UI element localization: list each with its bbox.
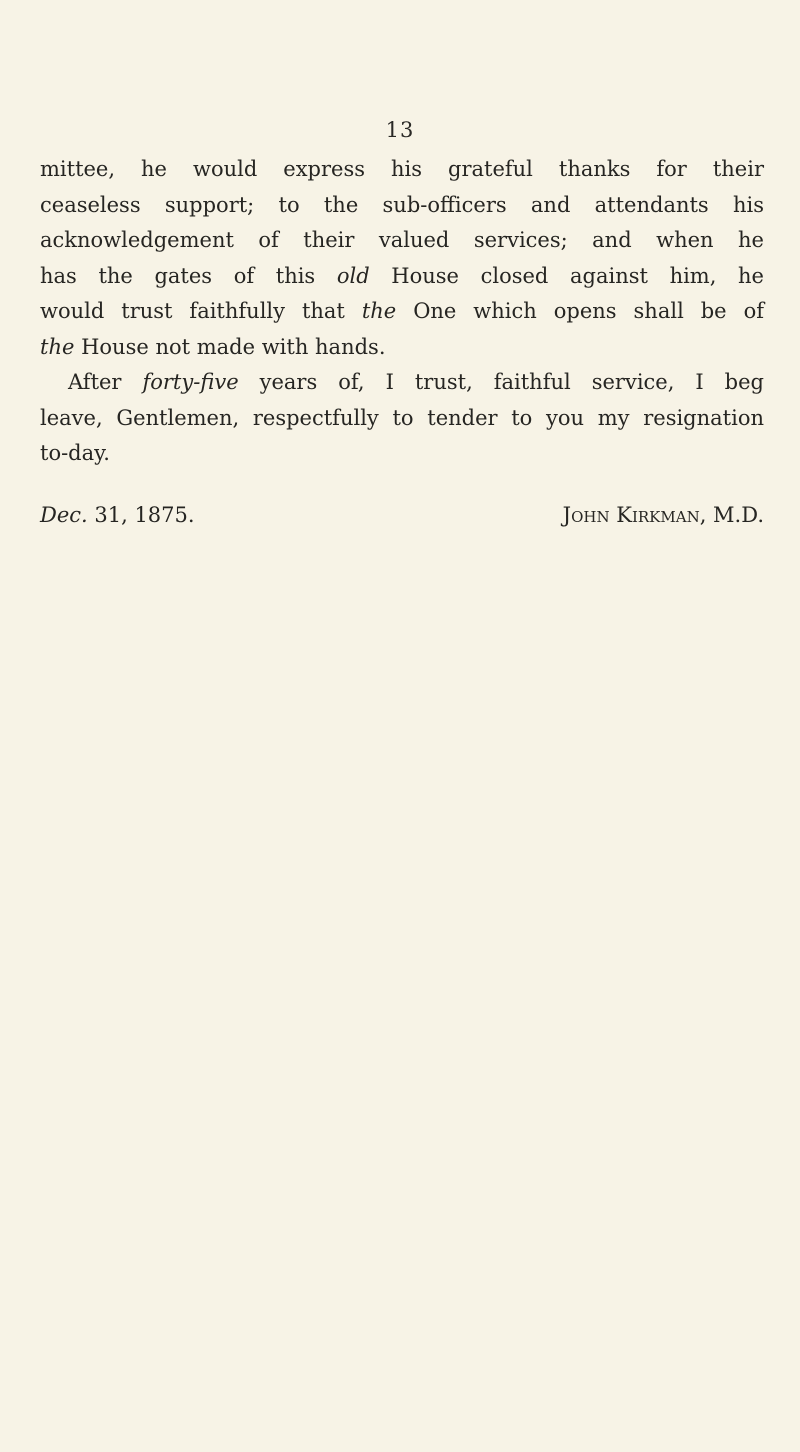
author-signature	[563, 495, 764, 535]
signoff	[40, 495, 764, 535]
paragraph-1-line-2: ceaseless support; to the sub-officers and attendants his	[40, 192, 764, 217]
body-text	[40, 152, 764, 472]
paragraph-2-line-2: leave, Gentlemen, respectfully to tender to you my resignation	[40, 405, 764, 430]
paragraph-1-line-5	[40, 294, 764, 330]
author-degree: M.D.	[706, 503, 764, 527]
text-run: has the gates of this	[40, 263, 337, 288]
text-run: House closed against him, he	[369, 263, 764, 288]
text-run: One which opens shall be of	[396, 299, 764, 323]
paragraph-2-line-3: to-day.	[40, 441, 110, 465]
paragraph-1-line-3: acknowledgement of their valued services; and when he	[40, 228, 764, 252]
paragraph-2-line-1	[40, 365, 764, 401]
italic-word: the	[361, 299, 397, 323]
text-run: After	[68, 370, 143, 394]
paragraph-1-line-1: mittee, he would express his grateful thanks for their	[40, 157, 764, 181]
date-month: Dec.	[40, 503, 88, 527]
author-last-name: Kirkman,	[616, 503, 707, 527]
paragraph-1-line-6	[40, 330, 764, 366]
date-day-year: 31, 1875.	[87, 503, 195, 527]
italic-word: old	[336, 263, 370, 288]
page-number: 13	[385, 118, 415, 142]
text-run: years of, I trust, faithful service, I beg	[238, 370, 764, 394]
text-run: House not made with hands.	[74, 334, 386, 359]
author-first-name: John	[562, 503, 610, 527]
text-run: would trust faithfully that	[40, 299, 362, 323]
letter-date	[40, 495, 195, 535]
italic-word: the	[40, 334, 75, 359]
paragraph-1-line-4	[40, 259, 764, 295]
italic-phrase: forty-five	[142, 370, 239, 394]
